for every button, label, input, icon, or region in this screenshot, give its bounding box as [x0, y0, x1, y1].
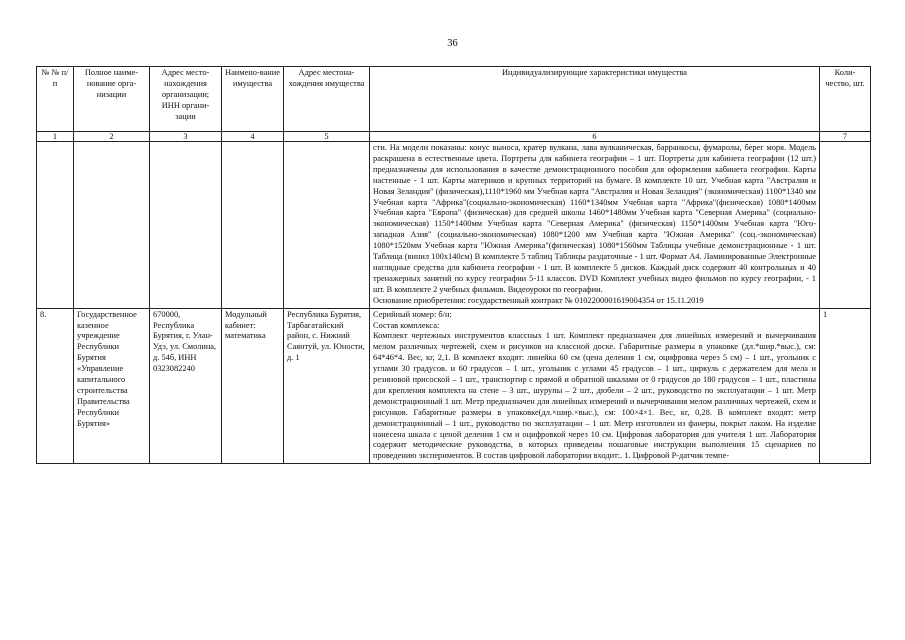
quantity: 1 [820, 308, 871, 464]
header-property-address: Адрес местона-хождения имущества [284, 67, 370, 132]
column-number: 2 [74, 132, 150, 142]
property-register-table [36, 66, 871, 464]
header-characteristics: Индивидуализирующие характеристики имущества [370, 67, 820, 132]
column-number: 5 [284, 132, 370, 142]
column-number: 4 [222, 132, 284, 142]
characteristics-text: Комплект чертежных инструментов классных 1 шт. Комплект предназначен для линейных измерений и вычерчивания мелом различных чертежей, схем и рисунков на классной доске. Габаритные размеры в упаковке (дл.*шир.*выс.), см: 64*46*4. Вес, кг, 2,1. В комплект входят: линейка 60 см (цена деления 1 см, оцифровка через 5 см) – 1 шт., угольник с углами 30 градусов. и 60 градусов – 1 шт., угольник с углами 45 градусов – 1 шт., циркуль с держателем для мела и резиновой присоской – 1 шт., транспортир с прямой и обратной шкалами от 0 градусов до 180 градусов – 1 шт., пластины для крепления комплекта на стене – 3 шт., шурупы – 2 шт., дюбели – 2 шт., руководство по эксплуатации – 1 шт. Метр демонстрационный 1 шт. Метр предназначен для линейных измерений и вычерчивания мелом различных чертежей, схем и рисунков. Габаритные размеры в упаковке(дл.×шир.×выс.), см: 100×4×1. Вес, кг, 0,28. В комплект входят: метр демонстрационный – 1 шт., руководство по эксплуатации – 1 шт. Метр изготовлен из фанеры, покрыт лаком. На изделие нанесена шкала с ценой деления 1 см и оцифровкой через 10 см. Цифровая лаборатория для учителя 1 шт. Лаборатория содержит методические руководства, в которых приведены пошаговые инструкции выполнения 15 сценариев по проведению экспериментов. В состав цифровой лаборатории входит:. 1. Цифровой Р-датчик темпе- [373, 331, 816, 461]
header-number: № № п/п [37, 67, 74, 132]
column-number: 7 [820, 132, 871, 142]
serial-number: Серийный номер: б/н: [373, 309, 452, 319]
header-organization-name: Полное наиме-нование орга-низации [74, 67, 150, 132]
header-property-name: Наимено-вание имущества [222, 67, 284, 132]
table-row-continued [37, 142, 871, 309]
header-row [37, 67, 871, 132]
column-number-row [37, 132, 871, 142]
characteristics-text: сти. На модели показаны: конус выноса, кратер вулкана, лава вулканическая, барранкосы, фумаролы, берег моря. Модель раскрашена в естественные цвета. Портреты для кабинета географии – 1 шт. Портреты для кабинета географии (12 шт.) предназначены для использования в качестве демонстрационного пособия для оформления кабинета географии. Карты настенные - 1 шт. Карты материков и крупных территорий на бумаге. В комплекте 10 шт. Учебная карта "Австралия и Новая Зеландия" (физическая),1110*1960 мм Учебная карта "Австралия и Новая Зеландия" (экономическая) 1100*1340 мм Учебная карта "Африка"(социально-экономическая) 1160*1340мм Учебная карта "Африка"(физическая) 1080*1400мм Учебная карта "Европа" (физическая) для средней школы 1460*1480мм Учебная карта "Северная Америка" (социально-экономическая) 1150*1400мм Учебная карта "Северная Америка" (физическая) 1150*1400мм Учебная карта "Юго-западная Азия" (социально-экономическая) 1080*1200 мм Учебная карта "Южная Америка" (соц.-экономическая) 1080*1520мм Учебная карта "Южная Америка"(физическая) 1080*1560мм Таблицы учебные демонстрационные - 1 шт. Таблица (винил 100х140см) В комплекте 5 таблиц Таблицы раздаточные - 1 шт. Формат А4. Ламинированные Электронные наглядные средства для кабинета географии - 1 шт. В комплекте 5 дисков. Каждый диск содержит 40 контрольных и 40 тренажерных занятий по курсу географии 5-11 классов. DVD Комплект учебных видео фильмов по курсу географии, - 1 шт. В комплекте 2 учебных фильмов. Видеоуроки по географии. [373, 143, 816, 294]
property-name: Модульный кабинет: математика [222, 308, 284, 464]
organization-name: Государственное казенное учреждение Республики Бурятия «Управление капитального строительства Правительства Республики Бурятия» [74, 308, 150, 464]
column-number: 1 [37, 132, 74, 142]
organization-address: 670000, Республика Бурятия, г. Улан-Удэ, ул. Смолина, д. 54б, ИНН 0323082240 [150, 308, 222, 464]
composition-label: Состав комплекса: [373, 320, 440, 330]
acquisition-basis: Основание приобретения: государственный контракт № 0102200001619004354 от 15.11.2019 [373, 295, 704, 305]
characteristics-cell [370, 308, 820, 464]
column-number: 6 [370, 132, 820, 142]
header-organization-address: Адрес место-нахождения организации; ИНН органи-зации [150, 67, 222, 132]
characteristics-cell [370, 142, 820, 309]
page-number: 36 [447, 38, 458, 49]
column-number: 3 [150, 132, 222, 142]
table-row [37, 308, 871, 464]
property-address: Республика Бурятия, Тарбагатайский район, с. Нижний Саянтуй, ул. Юности, д. 1 [284, 308, 370, 464]
row-number: 8. [37, 308, 74, 464]
header-quantity: Коли-чество, шт. [820, 67, 871, 132]
